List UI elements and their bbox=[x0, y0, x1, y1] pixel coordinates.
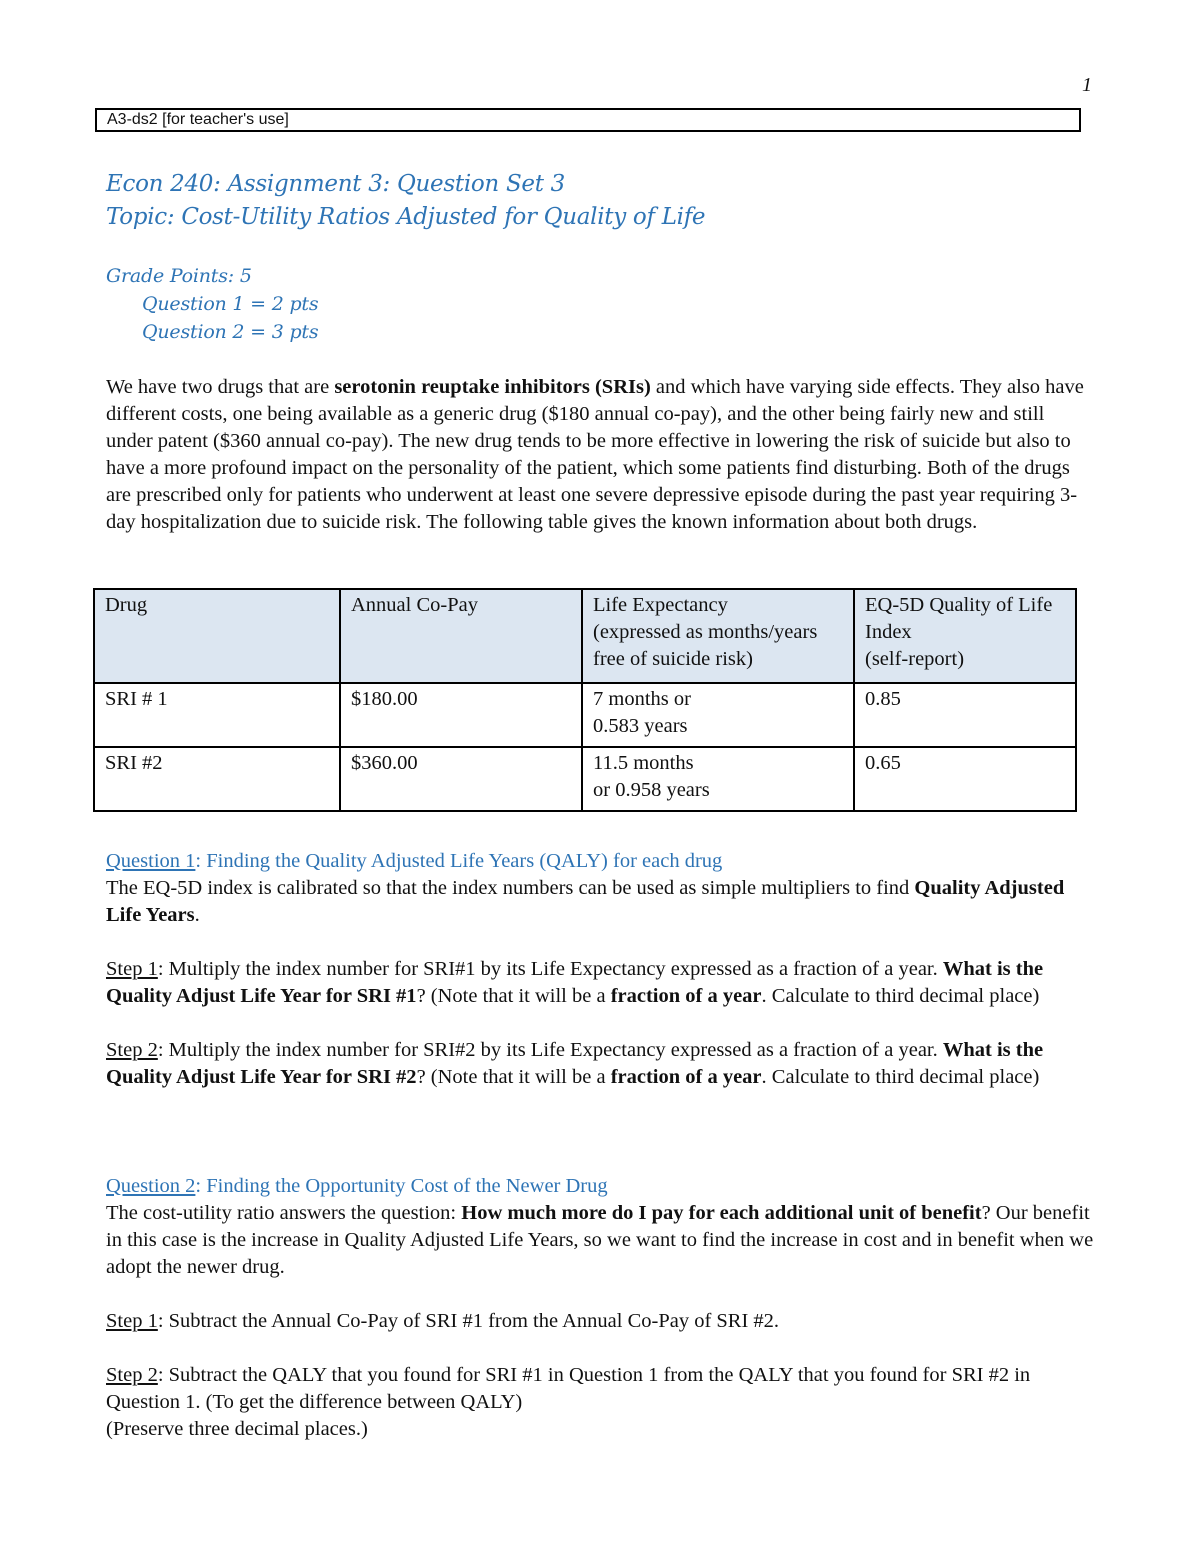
title-line-1: Econ 240: Assignment 3: Question Set 3 bbox=[106, 171, 565, 197]
header-drug: Drug bbox=[94, 589, 340, 683]
grade-total: Grade Points: 5 bbox=[106, 265, 252, 287]
grade-q1: Question 1 = 2 pts bbox=[142, 293, 319, 315]
cell-eq5d: 0.65 bbox=[854, 747, 1076, 811]
question-2-intro: The cost-utility ratio answers the question: How much more do I pay for each additional unit of benefit? Our benefit in this case is the increase in Quality Adjusted Life Years, so we want to find the increase in cost and in benefit when we adopt the newer drug. bbox=[106, 1202, 1094, 1278]
question-1-step-2: Step 2: Multiply the index number for SRI#2 by its Life Expectancy expressed as a fraction of a year. What is the Quality Adjust Life Year for SRI #2? (Note that it will be a fraction of a year. Calculate to third decimal place) bbox=[106, 1039, 1044, 1088]
grade-points bbox=[106, 262, 318, 346]
table-row bbox=[94, 747, 1076, 811]
cell-drug: SRI # 1 bbox=[94, 683, 340, 747]
cell-copay: $180.00 bbox=[340, 683, 582, 747]
assignment-title bbox=[106, 168, 705, 234]
question-1-heading: Question 1: Finding the Quality Adjusted Life Years (QALY) for each drug bbox=[106, 850, 723, 872]
question-2-step-2-note: (Preserve three decimal places.) bbox=[106, 1418, 368, 1440]
grade-q2: Question 2 = 3 pts bbox=[142, 321, 319, 343]
cell-life-expectancy: 7 months or 0.583 years bbox=[582, 683, 854, 747]
question-1-intro: The EQ-5D index is calibrated so that the index numbers can be used as simple multipliers to find Quality Adjusted Life Years. bbox=[106, 877, 1065, 926]
header-life-expectancy: Life Expectancy (expressed as months/years free of suicide risk) bbox=[582, 589, 854, 683]
cell-life-expectancy: 11.5 months or 0.958 years bbox=[582, 747, 854, 811]
question-2-heading: Question 2: Finding the Opportunity Cost of the Newer Drug bbox=[106, 1175, 608, 1197]
question-2-section bbox=[106, 1173, 1096, 1443]
cell-eq5d: 0.85 bbox=[854, 683, 1076, 747]
title-line-2: Topic: Cost-Utility Ratios Adjusted for Quality of Life bbox=[106, 204, 706, 230]
question-2-step-2: Step 2: Subtract the QALY that you found for SRI #1 in Question 1 from the QALY that you found for SRI #2 in Question 1. (To get the difference between QALY) bbox=[106, 1364, 1031, 1413]
table-row bbox=[94, 683, 1076, 747]
teacher-use-box: A3-ds2 [for teacher's use] bbox=[95, 108, 1081, 132]
header-eq5d: EQ-5D Quality of Life Index (self-report) bbox=[854, 589, 1076, 683]
sri-term: serotonin reuptake inhibitors (SRIs) bbox=[334, 376, 651, 398]
table-header-row bbox=[94, 589, 1076, 683]
question-1-step-1: Step 1: Multiply the index number for SRI#1 by its Life Expectancy expressed as a fraction of a year. What is the Quality Adjust Life Year for SRI #1? (Note that it will be a fraction of a year. Calculate to third decimal place) bbox=[106, 958, 1044, 1007]
header-copay: Annual Co-Pay bbox=[340, 589, 582, 683]
page-number: 1 bbox=[1082, 74, 1092, 96]
cell-drug: SRI #2 bbox=[94, 747, 340, 811]
intro-paragraph: We have two drugs that are serotonin reuptake inhibitors (SRIs) and which have varying side effects. They also have different costs, one being available as a generic drug ($180 annual co-pay), and the other being fairly new and still under patent ($360 annual co-pay). The new drug tends to be more effective in lowering the risk of suicide but also to have a more profound impact on the personality of the patient, which some patients find disturbing. Both of the drugs are prescribed only for patients who underwent at least one severe depressive episode during the past year requiring 3-day hospitalization due to suicide risk. The following table gives the known information about both drugs. bbox=[106, 376, 1084, 533]
question-2-step-1: Step 1: Subtract the Annual Co-Pay of SRI #1 from the Annual Co-Pay of SRI #2. bbox=[106, 1310, 780, 1332]
cell-copay: $360.00 bbox=[340, 747, 582, 811]
question-1-section bbox=[106, 848, 1096, 1091]
drug-comparison-table bbox=[93, 588, 1077, 812]
